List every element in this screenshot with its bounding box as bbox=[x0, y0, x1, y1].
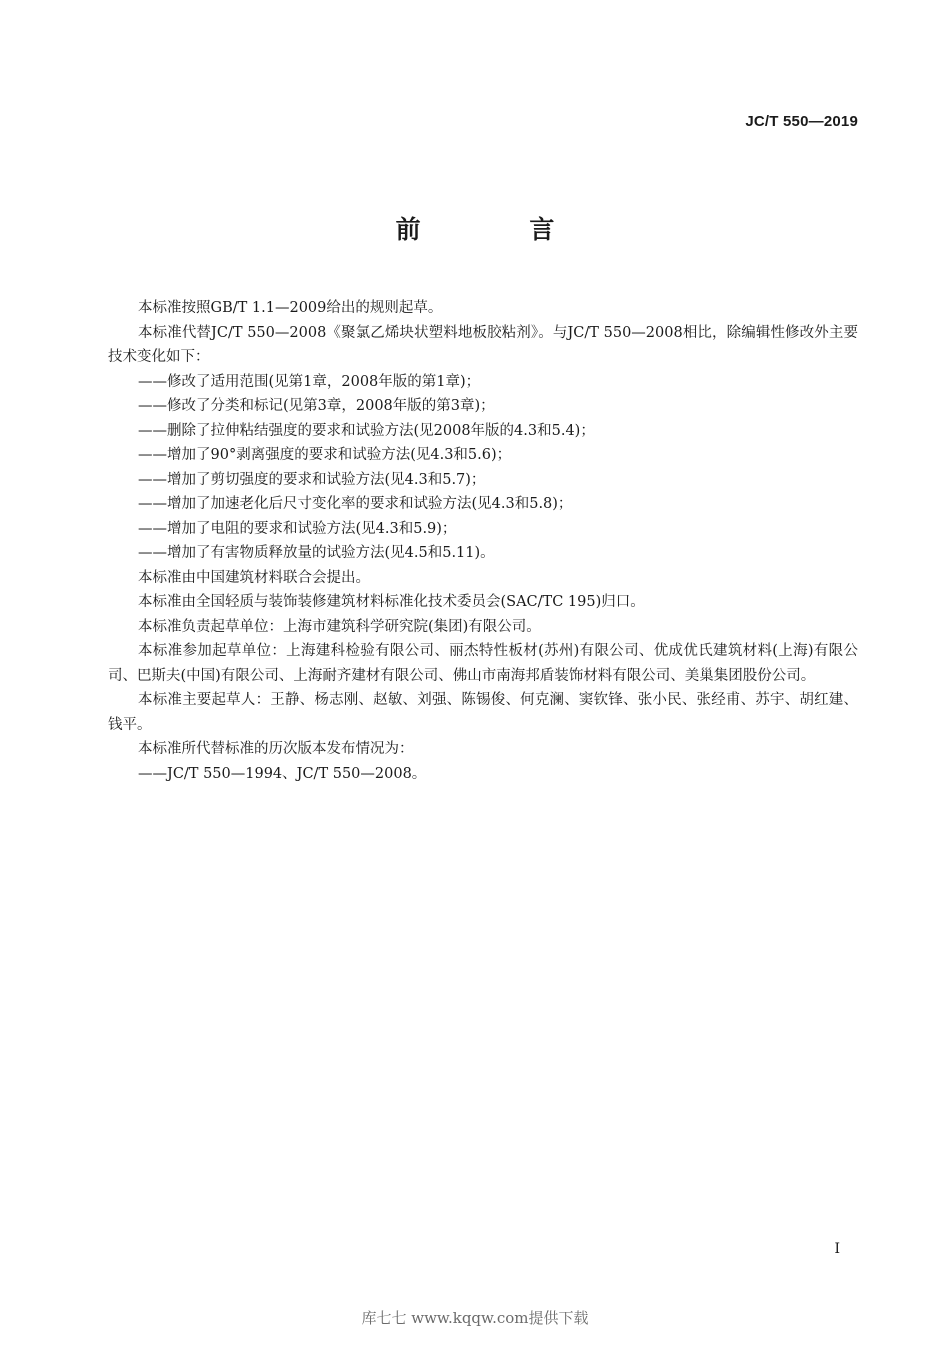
change-item: ——修改了分类和标记(见第3章，2008年版的第3章)； bbox=[138, 398, 495, 414]
download-watermark: 库七七 www.kqqw.com提供下载 bbox=[361, 1309, 589, 1327]
standard-code: JC/T 550—2019 bbox=[745, 113, 858, 130]
paragraph: 本标准所代替标准的历次版本发布情况为： bbox=[138, 741, 414, 757]
paragraph: 本标准按照GB/T 1.1—2009给出的规则起草。 bbox=[138, 300, 443, 316]
change-item: ——修改了适用范围(见第1章，2008年版的第1章)； bbox=[138, 373, 481, 390]
page-number: I bbox=[834, 1241, 840, 1257]
change-item: ——增加了剪切强度的要求和试验方法(见4.3和5.7)； bbox=[138, 471, 486, 488]
paragraph: 本标准代替JC/T 550—2008《聚氯乙烯块状塑料地板胶粘剂》。与JC/T 550—2008相比，除编辑性修改外主要技术变化如下： bbox=[108, 324, 858, 365]
paragraph: 本标准负责起草单位：上海市建筑科学研究院(集团)有限公司。 bbox=[138, 618, 541, 635]
paragraph: 本标准由中国建筑材料联合会提出。 bbox=[138, 569, 370, 586]
foreword-body bbox=[108, 296, 858, 786]
change-item: ——增加了有害物质释放量的试验方法(见4.5和5.11)。 bbox=[138, 545, 495, 561]
paragraph: 本标准主要起草人：王静、杨志刚、赵敏、刘强、陈锡俊、何克澜、窦钦锋、张小民、张经甫、苏宇、胡红建、钱平。 bbox=[108, 692, 858, 733]
change-item: ——增加了电阻的要求和试验方法(见4.3和5.9)； bbox=[138, 520, 457, 537]
change-item: ——增加了90°剥离强度的要求和试验方法(见4.3和5.6)； bbox=[138, 447, 512, 463]
change-item: ——增加了加速老化后尺寸变化率的要求和试验方法(见4.3和5.8)； bbox=[138, 496, 573, 512]
change-item: ——JC/T 550—1994、JC/T 550—2008。 bbox=[138, 765, 427, 782]
paragraph: 本标准参加起草单位：上海建科检验有限公司、丽杰特性板材(苏州)有限公司、优成优氏建筑材料(上海)有限公司、巴斯夫(中国)有限公司、上海耐齐建材有限公司、佛山市南海邦盾装饰材料有限公司、美巢集团股份公司。 bbox=[108, 643, 858, 684]
page-title: 前 言 bbox=[395, 215, 605, 244]
paragraph: 本标准由全国轻质与装饰装修建筑材料标准化技术委员会(SAC/TC 195)归口。 bbox=[138, 594, 645, 610]
change-item: ——删除了拉伸粘结强度的要求和试验方法(见2008年版的4.3和5.4)； bbox=[138, 422, 595, 439]
